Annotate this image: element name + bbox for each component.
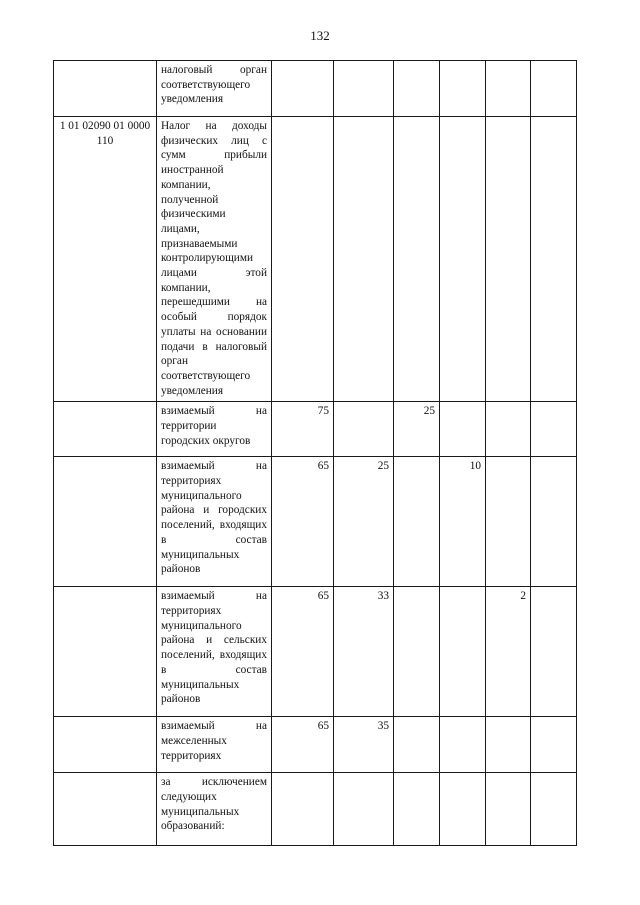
value-cell xyxy=(531,457,577,587)
description-cell: взимаемый на межселенных территориях xyxy=(157,717,272,773)
value-cell xyxy=(394,61,440,117)
value-cell xyxy=(531,587,577,717)
value-cell xyxy=(486,717,531,773)
table-row xyxy=(54,717,577,773)
value-cell xyxy=(394,717,440,773)
value-cell xyxy=(394,773,440,846)
budget-code-cell xyxy=(54,587,157,717)
value-cell: 10 xyxy=(440,457,486,587)
table-row xyxy=(54,457,577,587)
value-cell xyxy=(440,117,486,402)
budget-code-cell xyxy=(54,457,157,587)
value-cell: 75 xyxy=(272,402,334,457)
budget-code-cell xyxy=(54,61,157,117)
table-row xyxy=(54,402,577,457)
value-cell xyxy=(394,457,440,587)
value-cell xyxy=(334,402,394,457)
budget-code-cell xyxy=(54,773,157,846)
value-cell xyxy=(486,402,531,457)
description-cell: взимаемый на территории городских округов xyxy=(157,402,272,457)
value-cell xyxy=(272,773,334,846)
budget-code-cell xyxy=(54,402,157,457)
budget-table xyxy=(53,60,577,846)
description-cell: Налог на доходы физических лиц с сумм прибыли иностранной компании, полученной физическими лицами, признаваемыми контролирующими лицами этой компании, перешедшими на особый порядок уплаты на основании подачи в налоговый орган соответствующего уведомления xyxy=(157,117,272,402)
value-cell xyxy=(272,117,334,402)
description-cell: налоговый орган соответствующего уведомления xyxy=(157,61,272,117)
value-cell xyxy=(486,457,531,587)
value-cell xyxy=(394,117,440,402)
budget-code-cell xyxy=(54,717,157,773)
value-cell xyxy=(531,773,577,846)
value-cell xyxy=(531,717,577,773)
value-cell xyxy=(531,402,577,457)
value-cell xyxy=(440,717,486,773)
value-cell xyxy=(440,61,486,117)
value-cell: 65 xyxy=(272,587,334,717)
value-cell: 35 xyxy=(334,717,394,773)
table-row xyxy=(54,773,577,846)
description-cell: за исключением следующих муниципальных образований: xyxy=(157,773,272,846)
value-cell xyxy=(334,773,394,846)
table-row xyxy=(54,117,577,402)
value-cell xyxy=(440,773,486,846)
value-cell: 2 xyxy=(486,587,531,717)
table-row xyxy=(54,61,577,117)
value-cell xyxy=(394,587,440,717)
value-cell xyxy=(486,773,531,846)
value-cell xyxy=(334,117,394,402)
value-cell: 65 xyxy=(272,717,334,773)
value-cell xyxy=(531,117,577,402)
description-cell: взимаемый на территориях муниципального района и сельских поселений, входящих в состав муниципальных районов xyxy=(157,587,272,717)
table-row xyxy=(54,587,577,717)
value-cell xyxy=(334,61,394,117)
value-cell: 65 xyxy=(272,457,334,587)
value-cell xyxy=(440,402,486,457)
value-cell: 25 xyxy=(394,402,440,457)
value-cell xyxy=(272,61,334,117)
page-number: 132 xyxy=(310,28,330,43)
value-cell xyxy=(486,117,531,402)
value-cell xyxy=(531,61,577,117)
description-cell: взимаемый на территориях муниципального района и городских поселений, входящих в состав муниципальных районов xyxy=(157,457,272,587)
value-cell: 33 xyxy=(334,587,394,717)
value-cell xyxy=(486,61,531,117)
budget-code-cell: 1 01 02090 01 0000 110 xyxy=(54,117,157,402)
value-cell: 25 xyxy=(334,457,394,587)
value-cell xyxy=(440,587,486,717)
